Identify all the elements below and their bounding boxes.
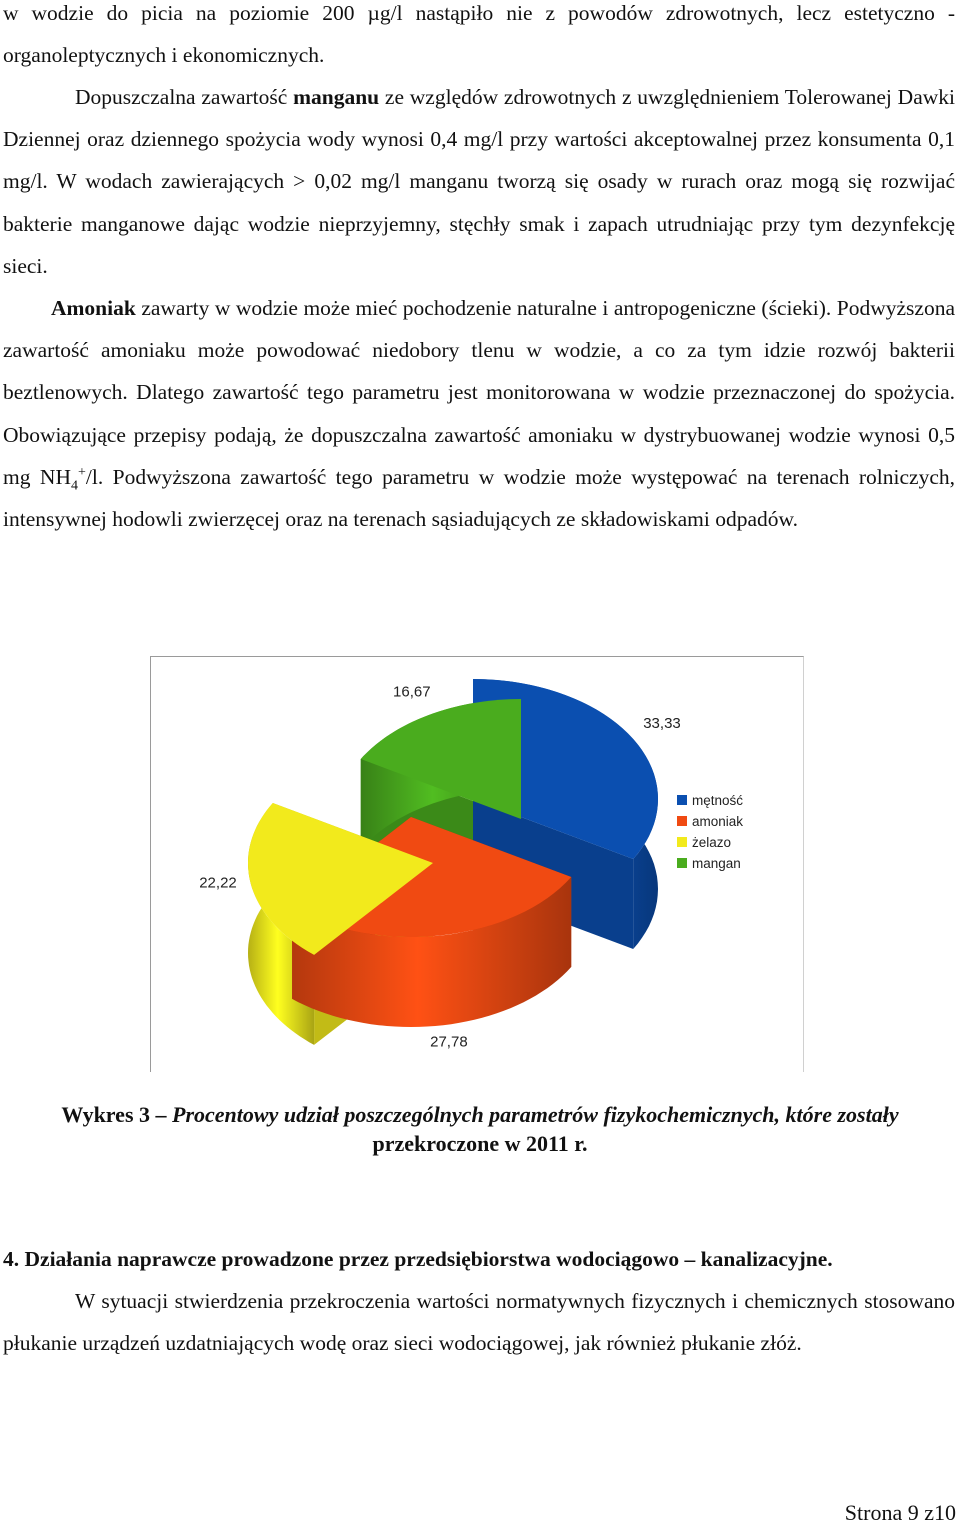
section-heading: 4. Działania naprawcze prowadzone przez przedsiębiorstwa wodociągowo – kanalizacyjne. [3, 1247, 833, 1271]
pie-data-label-0: 33,33 [643, 715, 681, 733]
paragraph-remedial-actions: W sytuacji stwierdzenia przekroczenia wartości normatywnych fizycznych i chemicznych stosowano płukanie urządzeń uzdatniających wodę oraz sieci wodociągowej, jak również płukanie złóż. [3, 1289, 955, 1356]
paragraph-ammonia [3, 287, 955, 540]
chart-caption [0, 1100, 960, 1158]
legend-swatch-1 [677, 816, 687, 826]
pie-data-label-1: 27,78 [430, 1033, 468, 1051]
ammonia-superscript: + [77, 464, 86, 480]
pie-data-label-3: 16,67 [393, 683, 431, 701]
legend-label-3: mangan [692, 856, 741, 871]
pie-data-label-2: 22,22 [199, 874, 237, 892]
pie-chart-frame [150, 656, 804, 1072]
ammonia-term: Amoniak [51, 296, 136, 320]
pie-chart [151, 657, 805, 1073]
legend-label-2: żelazo [692, 835, 732, 850]
caption-italic: Procentowy udział poszczególnych parametrów fizykochemicznych, które zostały [172, 1102, 899, 1127]
caption-prefix: Wykres 3 – [61, 1102, 173, 1127]
legend-label-0: mętność [692, 793, 744, 808]
ammonia-text-2: /l. Podwyższona zawartość tego parametru w wodzie może występować na terenach rolniczych, intensywnej hodowli zwierzęcej oraz na terenach sąsiadujących ze składowiskami odpadów. [3, 464, 955, 532]
paragraph-manganese [3, 76, 955, 287]
legend-swatch-3 [677, 858, 687, 868]
manganese-term: manganu [293, 85, 380, 109]
legend-swatch-0 [677, 795, 687, 805]
legend-swatch-2 [677, 837, 687, 847]
ammonia-subscript: 4 [70, 478, 78, 494]
page-number: Strona 9 z10 [844, 1500, 956, 1525]
manganese-text-post: ze względów zdrowotnych z uwzględnieniem Tolerowanej Dawki Dziennej oraz dziennego spożycia wody wynosi 0,4 mg/l przy wartości akceptowalnej przez konsumenta 0,1 mg/l. W wodach zawierających > 0,02 mg/l manganu tworzą się osady w rurach oraz mogą się rozwijać bakterie manganowe dając wodzie nieprzyjemny, stęchły smak i zapach utrudniając przy tym dezynfekcję sieci. [3, 85, 955, 278]
manganese-text-pre: Dopuszczalna zawartość [75, 85, 294, 109]
ammonia-text-1: zawarty w wodzie może mieć pochodzenie naturalne i antropogeniczne (ścieki). Podwyższona zawartość amoniaku może powodować niedobory tlenu w wodzie, a co za tym idzie rozwój bakterii beztlenowych. Dlatego zawartość tego parametru jest monitorowana w wodzie przeznaczonej do spożycia. Obowiązujące przepisy podają, że dopuszczalna zawartość amoniaku w dystrybuowanej wodzie wynosi 0,5 mg NH [3, 296, 955, 489]
caption-line2: przekroczone w 2011 r. [372, 1131, 588, 1156]
legend-label-1: amoniak [692, 814, 744, 829]
paragraph-water-standard: w wodzie do picia na poziomie 200 µg/l nastąpiło nie z powodów zdrowotnych, lecz estetyczno - organoleptycznych i ekonomicznych. [3, 1, 955, 68]
